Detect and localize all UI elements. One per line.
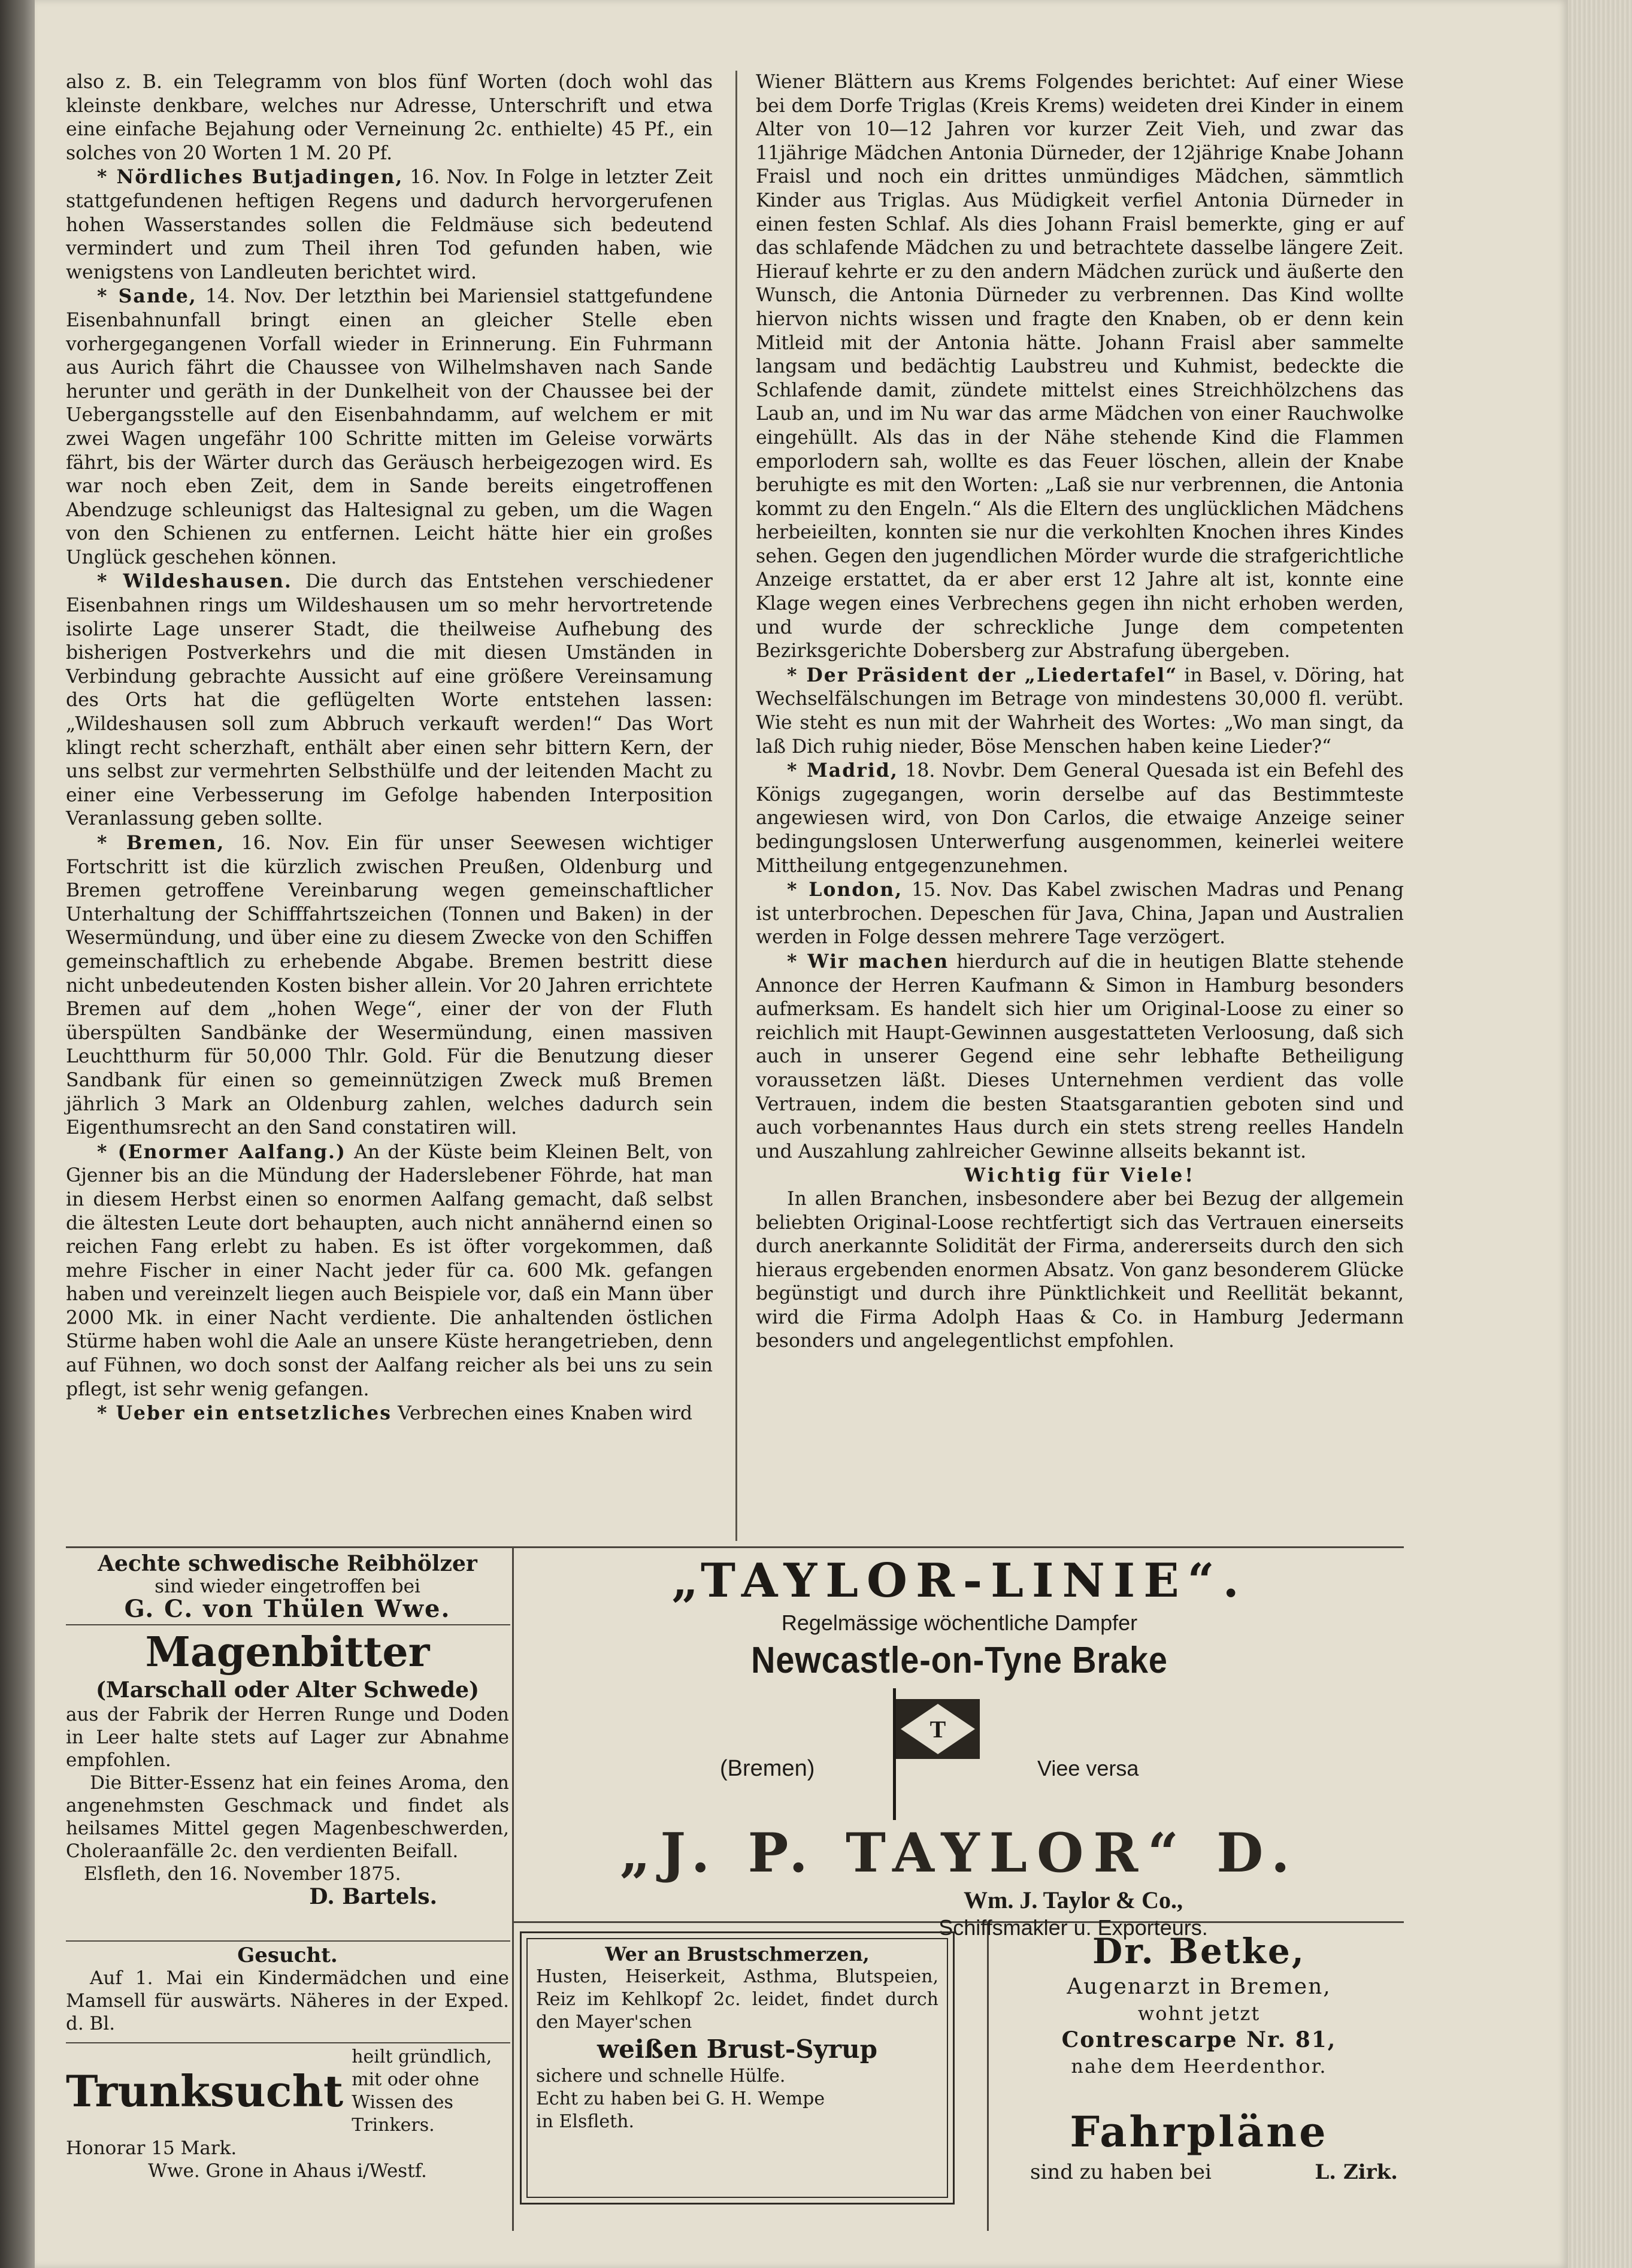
article-paragraph (66, 831, 713, 1140)
ad-brust-body: Husten, Heiserkeit, Asthma, Blutspeien, Reiz im Kehlkopf 2c. leidet, findet durch den Mayer'schen (536, 1966, 938, 2033)
column-divider (735, 71, 737, 1541)
ad-magenbitter-body: aus der Fabrik der Herren Runge und Doden in Leer halte stets auf Lager zur Abnahme empfohlen. (66, 1704, 509, 1771)
ad-taylor-agent-role: Schiffsmakler u. Exporteurs. (938, 1915, 1208, 1940)
article-dateline: * Sande, (97, 285, 197, 308)
ad-magenbitter-date: Elsfleth, den 16. November 1875. (84, 1863, 401, 1885)
article-dateline: * London, (787, 879, 903, 901)
ad-brust-headline: Wer an Brustschmerzen, (605, 1943, 870, 1966)
ad-betke-address: Contrescarpe Nr. 81, (1061, 2027, 1337, 2052)
ad-brust-syrup-frame (526, 1938, 948, 2198)
article-dateline: * Madrid, (787, 759, 898, 782)
article-body: 14. Nov. Der letzthin bei Mariensiel stattgefundene Eisenbahnunfall bringt einen an gleicher Stelle eben vorhergegangenen Vorfall wieder in Erinnerung. Ein Fuhrmann aus Aurich fährt die Chaussee von Wilhelmshaven nach Sande herunter und geräth in der Dunkelheit von der Chaussee bei der Uebergangsstelle auf den Eisenbahndamm, auf welchem er mit zwei Wagen ungefähr 100 Schritte mitten im Geleise vorwärts fährt, bis der Wärter durch das Geräusch herbeigezogen wird. Es war noch eben Zeit, dem in Sande bereits eingetroffenen Abendzuge schleunigst das Haltesignal zu geben, um die Wagen von den Schienen zu entfernen. Leicht hätte hier ein großes Unglück geschehen können. (66, 286, 713, 568)
right-text-column (756, 71, 1404, 1353)
ad-trunksucht (66, 2046, 509, 2182)
ads-vertical-divider-right (987, 1922, 989, 2231)
ad-taylor-company: „J. P. TAYLOR“ D. (619, 1821, 1300, 1885)
page-stack-edge (1568, 0, 1632, 2268)
article-dateline: * (Enormer Aalfang.) (97, 1140, 346, 1163)
ad-magenbitter-body-2: Die Bitter-Essenz hat ein feines Aroma, den angenehmsten Geschmack und findet als heilsames Mittel gegen Magenbeschwerden, Choleraanfälle 2c. den verdienten Beifall. (66, 1772, 509, 1862)
ad-brust-seller: Echt zu haben bei G. H. Wempe (536, 2088, 825, 2109)
ad-taylor-bremen: (Bremen) (720, 1756, 815, 1781)
article-body: in Basel, v. Döring, hat Wechselfälschungen im Betrage von mindestens 30,000 fl. verübt. Wie steht es nun mit der Wahrheit des Wortes: „Wo man singt, da laß Dich ruhig nieder, Böse Menschen haben keine Lieder?“ (756, 664, 1404, 758)
ad-dr-betke (994, 1928, 1404, 2079)
ad-taylor-vice-versa: Viee versa (1037, 1756, 1139, 1781)
article-dateline: * Nördliches Butjadingen, (97, 166, 404, 189)
article-dateline: * Der Präsident der „Liedertafel“ (787, 664, 1178, 686)
article-body: hierdurch auf die in heutigen Blatte stehende Annonce der Herren Kaufmann & Simon in Hamburg besonders aufmerksam. Es handelt sich hier um Original-Loose zu einer so reichlich mit Haupt-Gewinnen ausgestatteten Verloosung, daß sich auch in unserer Gegend eine sehr lebhafte Betheiligung voraussetzen läßt. Dieses Unternehmen verdient das volle Vertrauen, indem die besten Staatsgarantien geboten sind und auch vorbenanntes Haus durch ein stets streng reelles Handeln und Auszahlung zahlreicher Gewinne allseits bekannt ist. (756, 950, 1404, 1162)
article-paragraph (756, 71, 1404, 664)
article-paragraph (756, 878, 1404, 950)
article-body: In allen Branchen, insbesondere aber bei Bezug der allgemein beliebten Original-Loose rechtfertigt sich das Vertrauen einerseits durch anerkannte Solidität der Firma, andererseits durch den sich hieraus ergebenden enormen Absatz. Von ganz besonderem Glücke begünstigt und durch ihre Pünktlichkeit und Reellität bekannt, wird die Firma Adolph Haas & Co. in Hamburg Jedermann besonders und angelegentlichst empfohlen. (756, 1188, 1404, 1352)
article-dateline: * Bremen, (97, 832, 225, 854)
ad-reibhoelzer-line: sind wieder eingetroffen bei (155, 1576, 420, 1597)
article-dateline: * Ueber ein entsetzliches (97, 1402, 392, 1425)
ad-brust-line: sichere und schnelle Hülfe. (536, 2066, 786, 2087)
ad-taylor-title: „TAYLOR-LINIE“. (671, 1554, 1248, 1608)
ad-taylor-agent: Wm. J. Taylor & Co., (964, 1887, 1183, 1913)
article-paragraph (66, 570, 713, 831)
article-body: 16. Nov. Ein für unser Seewesen wichtiger Fortschritt ist die kürzlich zwischen Preußen, Oldenburg und Bremen getroffene Vereinbarung wegen gemeinschaftlicher Unterhaltung der Schifffahrtszeichen (Tonnen und Baken) in der Wesermündung, und über eine zu diesem Zwecke von den Schiffen gemeinschaftlich zu erhebende Abgabe. Bremen bestritt diese nicht unbedeutenden Kosten bisher allein. Vor 20 Jahren errichtete Bremen auf dem „hohen Wege“, einer der von der Fluth überspülten Sandbänke der Wesermündung, einen massiven Leuchtthurm für 50,000 Thlr. Gold. Für die Benutzung dieser Sandbank für einen so gemeinnützigen Zweck muß Bremen jährlich 3 Mark an Oldenburg zahlen, welches dadurch sein Eigenthumsrecht an den Sand constatiren will. (66, 832, 713, 1139)
ad-taylor-flag-row (516, 1685, 1403, 1820)
article-paragraph (756, 1188, 1404, 1353)
ad-brust-product: weißen Brust-Syrup (597, 2034, 878, 2064)
ad-taylor-subtitle: Regelmässige wöchentliche Dampfer (781, 1610, 1138, 1635)
article-body: 18. Novbr. Dem General Quesada ist ein Befehl des Königs zugegangen, worin derselbe auf das Bestimmteste angewiesen wird, von Don Carlos, die etwaige Anzeige seiner bedingungslosen Unterwerfung ausgenommen, keinerlei weitere Mittheilung entgegenzunehmen. (756, 760, 1404, 877)
article-paragraph (66, 284, 713, 570)
left-text-column (66, 71, 713, 1426)
ad-magenbitter (66, 1628, 509, 1908)
flag-letter: T (929, 1716, 946, 1743)
article-paragraph (756, 759, 1404, 878)
ad-fahrplaene-line (994, 2159, 1404, 2185)
article-paragraph (66, 1401, 713, 1426)
article-body: 15. Nov. Das Kabel zwischen Madras und Penang ist unterbrochen. Depeschen für Java, China, Japan und Australien werden in Folge dessen mehrere Tage verzögert. (756, 879, 1404, 949)
ad-separator (66, 2042, 510, 2043)
ad-magenbitter-signature: D. Bartels. (309, 1884, 437, 1909)
ad-betke-line: wohnt jetzt (1137, 2002, 1261, 2025)
article-paragraph (66, 1140, 713, 1402)
ad-reibhoelzer-seller: G. C. von Thülen Wwe. (124, 1595, 451, 1623)
article-body: also z. B. ein Telegramm von blos fünf Worten (doch wohl das kleinste denkbare, welches nur Adresse, Unterschrift und etwa eine einfache Bejahung oder Verneinung 2c. enthielte) 45 Pf., ein solches von 20 Worten 1 M. 20 Pf. (66, 71, 713, 164)
article-heading: Wichtig für Viele! (964, 1164, 1196, 1187)
ad-betke-location: nahe dem Heerdenthor. (1071, 2055, 1327, 2078)
ad-gesucht-body: Auf 1. Mai ein Kindermädchen und eine Mamsell für auswärts. Näheres in der Exped. d. Bl. (66, 1967, 509, 2034)
ad-separator (66, 1624, 510, 1625)
ad-trunksucht-title: Trunksucht (66, 2066, 344, 2116)
ad-trunksucht-signature: Wwe. Grone in Ahaus i/Westf. (148, 2160, 427, 2182)
ad-separator (66, 1940, 510, 1942)
ad-fahrplaene (994, 2105, 1404, 2185)
article-paragraph (66, 71, 713, 165)
ad-fahrplaene-title: Fahrpläne (1070, 2107, 1328, 2157)
article-body: Die durch das Entstehen verschiedener Eisenbahnen rings um Wildeshausen um so mehr hervortretende isolirte Lage unserer Stadt, die theilweise Aufhebung des bisherigen Postverkehrs und die mit diesen Umständen in Verbindung gebrachte Aussicht auf eine größere Vereinsamung des Orts hat die geflügelten Worte entstehen lassen: „Wildeshausen soll zum Abbruch verkauft werden!“ Das Wort klingt recht scherzhaft, enthält aber einen sehr bittern Kern, der uns selbst zur vermehrten Selbsthülfe und der leitenden Macht zu einer eine Verbesserung im Gefolge habenden Interposition Veranlassung geben sollte. (66, 571, 713, 830)
article-body: 16. Nov. In Folge in letzter Zeit stattgefundenen heftigen Regens und dadurch hervorgerufenen hohen Wasserstandes sollen die Feldmäuse sich bedeutend vermindert und zum Theil ihren Tod gefunden haben, wie wenigstens von Landleuten berichtet wird. (66, 166, 713, 283)
ad-reibhoelzer-title: Aechte schwedische Reibhölzer (98, 1551, 477, 1576)
ad-magenbitter-title: Magenbitter (145, 1628, 430, 1676)
article-body: Verbrechen eines Knaben wird (391, 1403, 693, 1425)
article-paragraph (756, 950, 1404, 1164)
ad-trunksucht-body: heilt gründlich, mit oder ohne Wissen des Trinkers. (352, 2046, 492, 2136)
ad-reibhoelzer (66, 1552, 509, 1621)
ad-betke-profession: Augenarzt in Bremen, (1067, 1975, 1331, 1999)
ad-trunksucht-fee: Honorar 15 Mark. (66, 2137, 237, 2159)
ads-vertical-divider (512, 1548, 514, 2231)
article-body: Wiener Blättern aus Krems Folgendes berichtet: Auf einer Wiese bei dem Dorfe Triglas (Kreis Krems) weideten drei Kinder in einem Alter von 10—12 Jahren vor kurzer Zeit Vieh, und zwar das 11jährige Mädchen Antonia Dürneder, der 12jährige Knabe Johann Fraisl und noch ein drittes unmündiges Mädchen, sämmtlich Kinder aus Triglas. Aus Müdigkeit verfiel Antonia Dürneder in einen festen Schlaf. Als dies Johann Fraisl bemerkte, ging er auf das schlafende Mädchen zu und betrachtete dasselbe längere Zeit. Hierauf kehrte er zu den andern Mädchen zurück und äußerte den Wunsch, die Antonia Dürneder zu verbrennen. Das Kind wollte hiervon nichts wissen und fragte den Knaben, ob er denn kein Mitleid mit der Antonia hätte. Johann Fraisl aber sammelte langsam und bedächtig Laubstreu und Kuhmist, bedeckte die Schlafende damit, zündete mittelst eines Streichhölzchens das Laub an, und im Nu war das arme Mädchen von einer Rauchwolke eingehüllt. Als das in der Nähe stehende Kind die Flammen emporlodern sah, wollte es das Feuer löschen, allein der Knabe beruhigte es mit den Worten: „Laß sie nur verbrennen, die Antonia kommt zu den Engeln.“ Als die Eltern des unglücklichen Mädchens herbeieilten, konnten sie nur die verkohlten Knochen ihres Kindes sehen. Gegen den jugendlichen Mörder wurde die strafgerichtliche Anzeige erstattet, da er aber erst 12 Jahre alt ist, konnte eine Klage wegen eines Verbrechens gegen ihn nicht erhoben werden, und wurde der schreckliche Junge dem competenten Bezirksgerichte Dobersberg zur Abstrafung übergeben. (756, 71, 1404, 662)
ad-magenbitter-subtitle: (Marschall oder Alter Schwede) (95, 1677, 480, 1703)
ad-fahrplaene-text: sind zu haben bei (1030, 2160, 1212, 2184)
article-paragraph (66, 165, 713, 284)
ads-divider (66, 1546, 1404, 1548)
article-dateline: * Wildeshausen. (97, 570, 292, 593)
article-dateline: * Wir machen (787, 950, 949, 973)
ad-gesucht-title: Gesucht. (237, 1943, 338, 1967)
ad-brust-town: in Elsfleth. (536, 2111, 635, 2132)
ad-gesucht (66, 1944, 509, 2035)
ad-fahrplaene-seller: L. Zirk. (1315, 2160, 1398, 2184)
ad-taylor-linie (516, 1552, 1403, 1941)
ad-brust-syrup (520, 1931, 955, 2205)
ad-taylor-route: Newcastle-on-Tyne Brake (751, 1640, 1168, 1681)
ad-betke-name: Dr. Betke, (1092, 1931, 1306, 1972)
article-paragraph (756, 664, 1404, 759)
article-body: An der Küste beim Kleinen Belt, von Gjenner bis an die Mündung der Haderslebener Föhrde, hat man in diesem Herbst einen so enormen Aalfang gemacht, daß selbst die ältesten Leute dort behaupten, auch nicht annähernd einen so reichen Fang erlebt zu haben. Es ist öfter vorgekommen, daß mehre Fischer in einer Nacht jeder für ca. 600 Mk. gefangen haben und vereinzelt liegen auch Beispiele vor, daß ein Mann über 2000 Mk. in einer Nacht verdiente. Die anhaltenden östlichen Stürme haben wohl die Aale an unsere Küste herangetrieben, denn auf Fühnen, wo doch sonst der Aalfang reicher als bei uns zu sein pflegt, ist sehr wenig gefangen. (66, 1141, 713, 1400)
book-binding (0, 0, 35, 2268)
shipping-flag-icon (891, 1688, 986, 1820)
